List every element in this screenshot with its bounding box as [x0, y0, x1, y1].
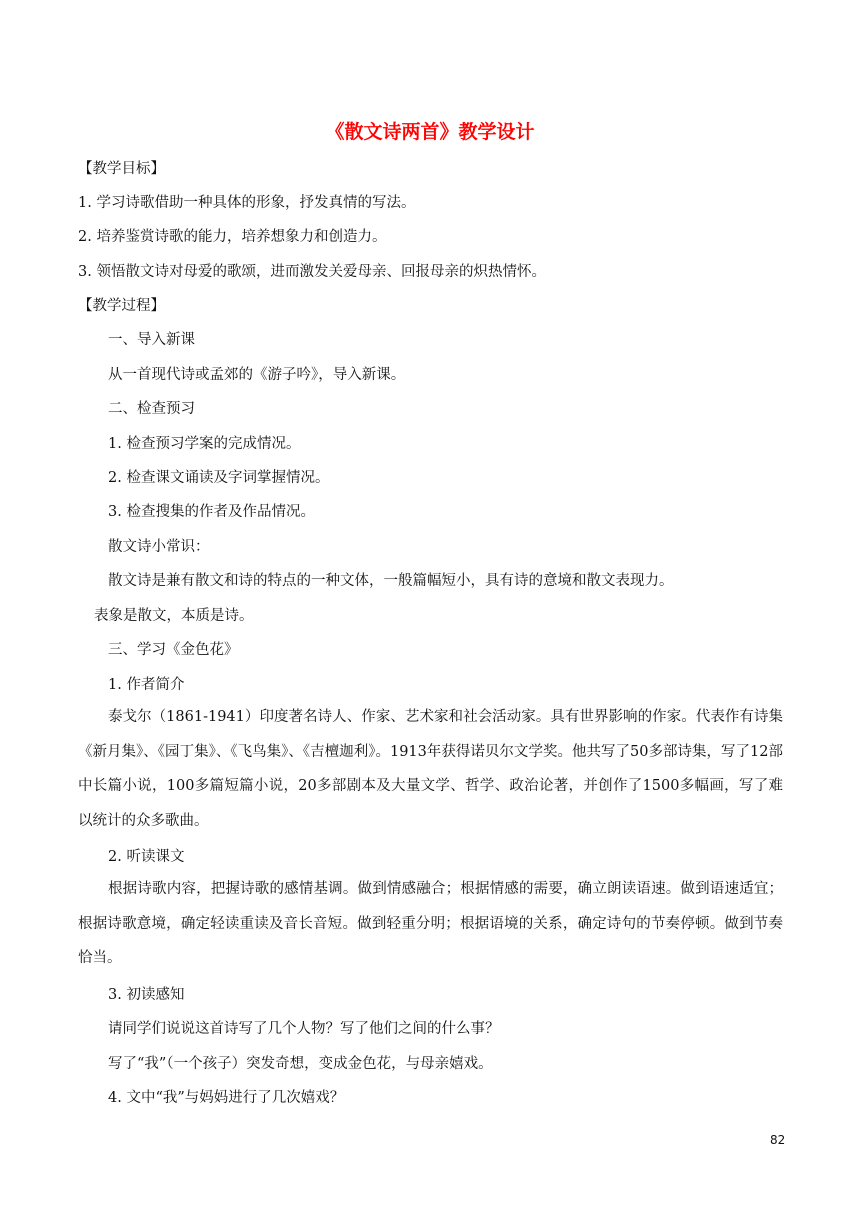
knowledge-title: 散文诗小常识： — [108, 539, 210, 555]
knowledge-text-2: 表象是散文，本质是诗。 — [94, 608, 254, 624]
section-2-item-2: 2. 检查课文诵读及字词掌握情况。 — [108, 470, 330, 486]
section-2-item-3: 3. 检查搜集的作者及作品情况。 — [108, 504, 315, 520]
process-header: 【教学过程】 — [78, 298, 165, 314]
author-intro-paragraph: 泰戈尔（1861-1941）印度著名诗人、作家、艺术家和社会活动家。具有世界影响的作家。代表作有诗集《新月集》、《园丁集》、《飞鸟集》、《吉檀迦利》。1913年获得诺贝尔文学奖。他共写了50多部诗集，写了12部中长篇小说，100多篇短篇小说，20多部剧本及大量文学、哲学、政治论著，并创作了1500多幅画，写了难以统计的众多歌曲。 — [78, 709, 783, 829]
section-2-item-1: 1. 检查预习学案的完成情况。 — [108, 436, 301, 452]
knowledge-text: 散文诗是兼有散文和诗的特点的一种文体，一般篇幅短小，具有诗的意境和散文表现力。 — [108, 573, 674, 589]
goal-item-1: 1. 学习诗歌借助一种具体的形象，抒发真情的写法。 — [78, 195, 416, 211]
subsection-3-answer: 写了“我”（一个孩子）突发奇想，变成金色花，与母亲嬉戏。 — [108, 1056, 493, 1072]
section-2-title: 二、检查预习 — [108, 401, 195, 417]
goal-item-3: 3. 领悟散文诗对母爱的歌颂，进而激发关爱母亲、回报母亲的炽热情怀。 — [78, 264, 546, 280]
page-number: 82 — [770, 1133, 786, 1147]
subsection-3-title: 3. 初读感知 — [108, 987, 185, 1003]
goals-header: 【教学目标】 — [78, 161, 165, 177]
reading-paragraph: 根据诗歌内容，把握诗歌的感情基调。做到情感融合；根据情感的需要，确立朗读语速。做到语速适宜；根据诗歌意境，确定轻读重读及音长音短。做到轻重分明；根据语境的关系，确定诗句的节奏停顿。做到节奏恰当。 — [78, 881, 783, 966]
document-title: 《散文诗两首》教学设计 — [325, 121, 535, 143]
subsection-1-title: 1. 作者简介 — [108, 677, 185, 693]
section-3-title: 三、学习《金色花》 — [108, 642, 239, 658]
section-1-title: 一、导入新课 — [108, 332, 195, 348]
subsection-2-title: 2. 听读课文 — [108, 849, 185, 865]
section-1-text: 从一首现代诗或孟郊的《游子吟》，导入新课。 — [108, 367, 406, 383]
subsection-3-question: 请同学们说说这首诗写了几个人物？写了他们之间的什么事？ — [108, 1021, 500, 1037]
subsection-4-title: 4. 文中“我”与妈妈进行了几次嬉戏？ — [108, 1090, 345, 1106]
goal-item-2: 2. 培养鉴赏诗歌的能力，培养想象力和创造力。 — [78, 229, 387, 245]
